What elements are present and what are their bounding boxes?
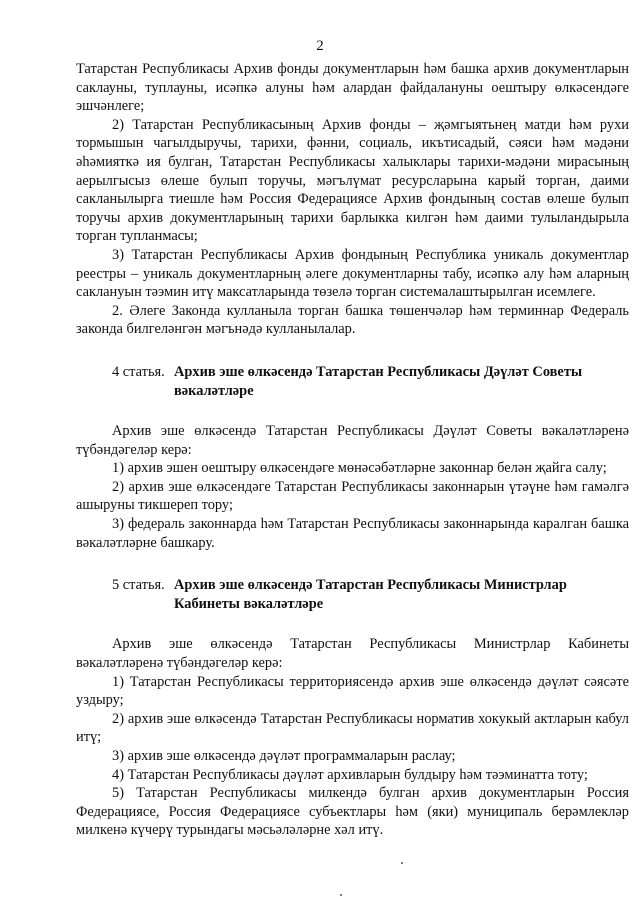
paragraph-continuation: Татарстан Республикасы Архив фонды документларын һәм башка архив документларын саклауны, туплауны, исәпкә алуны һәм алардан файдалануны оештыру өлкәсендәге эшчәнлеге; <box>76 61 629 115</box>
article-4-number: 4 статья. <box>112 363 165 380</box>
article-5-item: 4) Татарстан Республикасы дәүләт архивларын булдыру һәм тәэминатта тоту; <box>112 766 588 783</box>
article-5-item: 3) архив эше өлкәсендә дәүләт программаларын раслау; <box>112 748 456 764</box>
definition-archive-fund: 2) Татарстан Республикасының Архив фонды – җәмгыятьнең матди һәм рухи тормышын чагылдыручы, тарихи, фәнни, социаль, икътисадый, сәяси һәм мәдәни әһәмияткә ия булган, Татарстан Республикасы халыклары тарихи-мәдәни мирасының аерылгысыз өлеше булып торучы, мәгълүмат ресурсларына карый торган, даими сакланылырга тиешле һәм Россия Федерациясе Архив фондының состав өлеше булып торучы архив документларының тарихи барлыкка килгән һәм даими тулыландырыла торган тупланмасы; <box>76 116 629 245</box>
article-5-item: 1) Татарстан Республикасы территориясендә архив эше өлкәсендә дәүләт сәясәте уздыру; <box>76 673 629 709</box>
document-body <box>76 60 629 840</box>
article-4-item: 2) архив эше өлкәсендәге Татарстан Республикасы законнарын үтәүне һәм гамәлгә ашыруны тикшереп тору; <box>76 478 629 514</box>
article-5-title: Архив эше өлкәсендә Татарстан Республикасы Министрлар Кабинеты вәкаләтләре <box>174 577 567 612</box>
article-5-heading <box>76 576 629 613</box>
article-4-item: 1) архив эшен оештыру өлкәсендәге мөнәсәбәтләрне законнар белән җайга салу; <box>112 460 607 477</box>
article-4-title: Архив эше өлкәсендә Татарстан Республикасы Дәүләт Советы вәкаләтләре <box>174 363 583 399</box>
article-4-item: 3) федераль законнарда һәм Татарстан Республикасы законнарында каралган башка вәкаләтләрне башкару. <box>76 516 629 551</box>
clause-other-terms: 2. Әлеге Законда кулланыла торган башка төшенчәләр һәм терминнар Федераль законда билгеләнгән мәгънәдә кулланылалар. <box>76 302 629 338</box>
definition-unique-registry: 3) Татарстан Республикасы Архив фондының Республика уникаль документлар реестры – уникаль документларның әлеге документларны табу, исәпкә алу һәм аларның саклануын тәэмин итү максатларында төзелә торган системалаштырылган исемлеге. <box>76 246 629 301</box>
article-4-heading <box>76 363 629 400</box>
scan-speck <box>401 862 403 864</box>
article-5-number: 5 статья. <box>112 577 165 594</box>
article-5-item: 2) архив эше өлкәсендә Татарстан Республикасы норматив хокукый актларын кабул итү; <box>76 710 629 746</box>
scan-speck <box>340 894 342 896</box>
page-number: 2 <box>316 38 324 54</box>
article-5-item: 5) Татарстан Республикасы милкендә булган архив документларын Россия Федерациясе, Россия Федерациясе субъектлары һәм (яки) муниципаль берәмлекләр милкенә күчерү турындагы мәсьәләләрне хәл итү. <box>76 785 629 839</box>
article-4-intro: Архив эше өлкәсендә Татарстан Республикасы Дәүләт Советы вәкаләтләренә түбәндәгеләр керә: <box>76 423 629 458</box>
article-5-intro: Архив эше өлкәсендә Татарстан Республикасы Министрлар Кабинеты вәкаләтләренә түбәндәгеләр керә: <box>76 636 629 672</box>
